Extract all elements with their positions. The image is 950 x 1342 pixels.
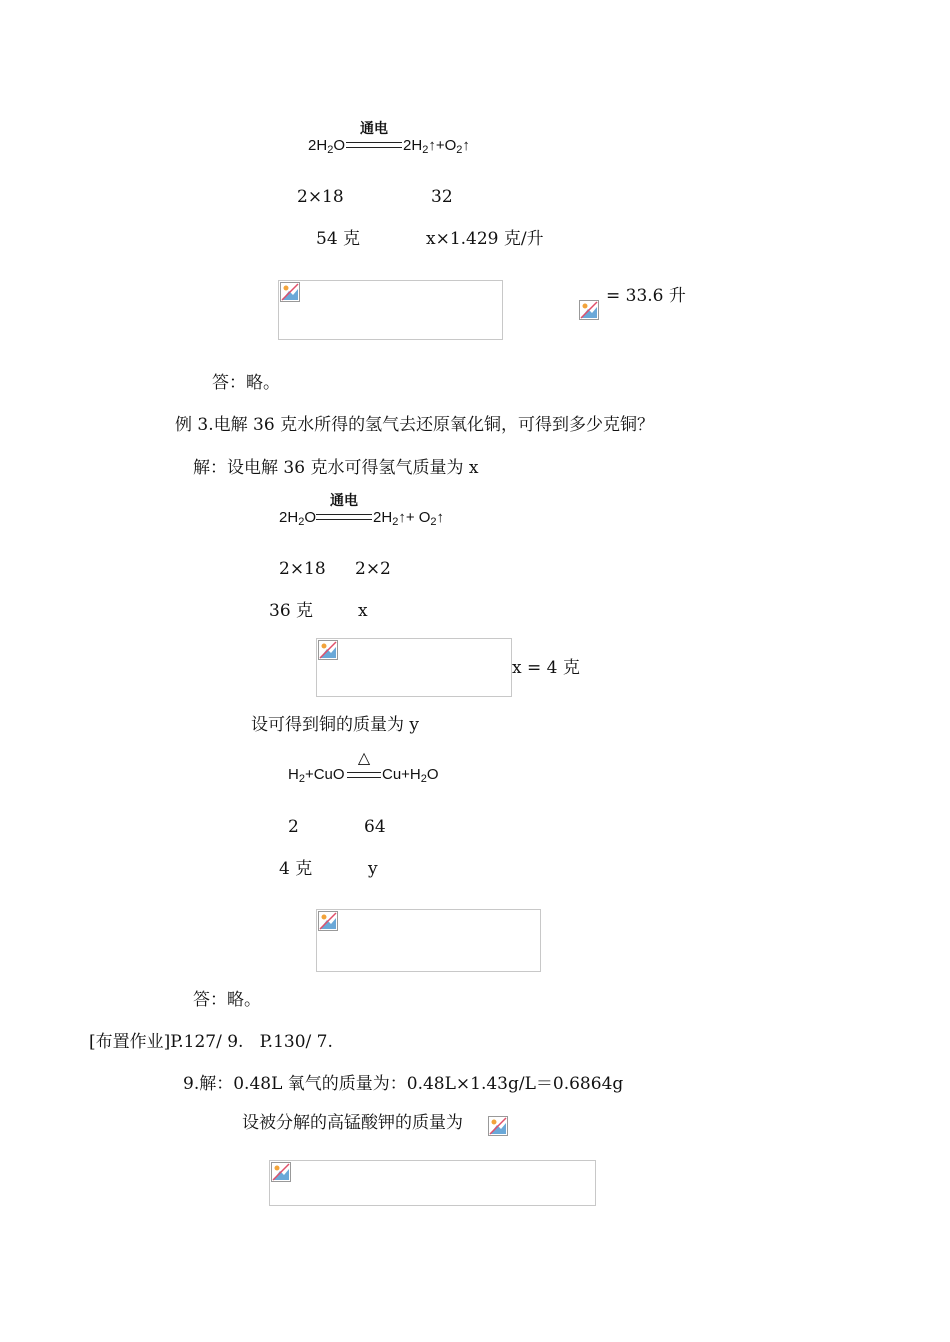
chemical-equation-electrolysis: $2H_2O$ xyxy=(308,137,345,156)
heating-condition: △ xyxy=(357,748,371,767)
ratio-value-b: 64 xyxy=(364,817,386,837)
missing-formula-image xyxy=(316,909,541,972)
ratio-value-a: 2×18 xyxy=(297,187,344,207)
broken-image-icon xyxy=(488,1116,508,1136)
homework-solution: 9.解：0.48L 氧气的质量为：0.48L×1.43g/L＝0.6864g xyxy=(183,1074,624,1094)
chemical-equation-products: $2H_2↑+$ $O_2↑$ xyxy=(373,509,445,528)
let-statement: 设可得到铜的质量为 y xyxy=(251,715,420,735)
answer-text: 答：略。 xyxy=(212,373,280,393)
calculation-result: x = 4 克 xyxy=(512,658,580,678)
ratio-value-a: 2 xyxy=(288,817,299,837)
given-value-b: y xyxy=(368,859,378,879)
example-question: 例 3.电解 36 克水所得的氢气去还原氧化铜，可得到多少克铜？ xyxy=(175,415,655,435)
broken-image-icon xyxy=(271,1162,291,1182)
ratio-value-b: 2×2 xyxy=(355,559,391,579)
reaction-condition: 通电 xyxy=(360,121,388,137)
chemical-equation-electrolysis: $2H_2O$ xyxy=(279,509,316,528)
reaction-double-line xyxy=(346,142,402,148)
given-value-a: 4 克 xyxy=(279,859,313,879)
answer-text: 答：略。 xyxy=(193,990,261,1010)
broken-image-icon xyxy=(280,282,300,302)
homework-assignment: [布置作业]P.127/ 9. P.130/ 7. xyxy=(89,1032,333,1052)
given-value-a: 36 克 xyxy=(269,601,314,621)
chemical-equation-reduction-reactants: $H_2+CuO$ xyxy=(288,766,345,785)
ratio-value-b: 32 xyxy=(431,187,453,207)
given-value-b: x xyxy=(358,601,368,621)
broken-image-icon xyxy=(579,300,599,320)
broken-image-icon xyxy=(318,640,338,660)
let-statement: 设被分解的高锰酸钾的质量为 xyxy=(242,1113,463,1133)
reaction-condition: 通电 xyxy=(330,493,358,509)
given-value-a: 54 克 xyxy=(316,229,361,249)
solution-intro: 解：设电解 36 克水可得氢气质量为 x xyxy=(193,458,479,478)
broken-image-icon xyxy=(318,911,338,931)
chemical-equation-products: $2H_2↑+O_2↑$ xyxy=(403,137,470,156)
ratio-value-a: 2×18 xyxy=(279,559,326,579)
calculation-result: = 33.6 升 xyxy=(606,286,686,306)
reaction-double-line xyxy=(316,514,372,520)
missing-formula-image xyxy=(278,280,503,340)
missing-formula-image xyxy=(269,1160,596,1206)
reaction-double-line xyxy=(347,772,381,778)
chemical-equation-reduction-products: $Cu+H_2O$ xyxy=(382,766,439,785)
given-value-b: x×1.429 克/升 xyxy=(426,229,544,249)
missing-formula-image xyxy=(316,638,512,697)
